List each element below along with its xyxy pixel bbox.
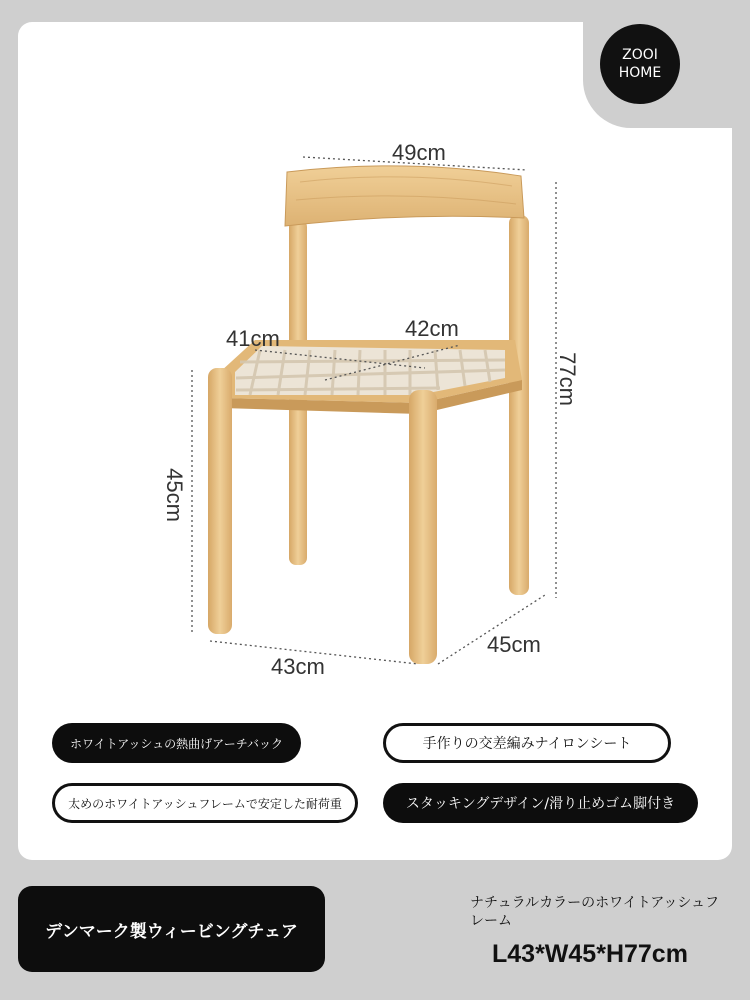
rear-right-leg: [509, 215, 529, 595]
product-title-box: [18, 886, 325, 972]
dimension-base-width: 43cm: [271, 654, 325, 679]
front-right-leg: [409, 390, 437, 664]
dimension-top-width: 49cm: [392, 140, 446, 165]
feature-label: 太めのホワイトアッシュフレームで安定した耐荷重: [68, 796, 342, 811]
brand-line1: ZOOI: [622, 47, 658, 63]
product-title: デンマーク製ウィービングチェア: [45, 921, 298, 942]
dimension-seat-width: 42cm: [405, 316, 459, 341]
dimension-seat-depth: 41cm: [226, 326, 280, 351]
feature-pill-woven-seat: [383, 723, 671, 763]
product-description: ナチュラルカラーのホワイトアッシュフレーム: [470, 895, 720, 929]
product-size: L43*W45*H77cm: [492, 940, 688, 968]
feature-pill-arch-back: [52, 723, 301, 763]
feature-pill-stacking: [383, 783, 698, 823]
dimension-total-height: 77cm: [554, 352, 580, 406]
dimension-seat-height: 45cm: [161, 468, 187, 522]
feature-pill-frame: [52, 783, 358, 823]
dimension-base-depth: 45cm: [487, 632, 541, 657]
feature-label: 手作りの交差編みナイロンシート: [422, 736, 632, 752]
feature-label: ホワイトアッシュの熱曲げアーチバック: [69, 736, 284, 751]
brand-line2: HOME: [618, 65, 662, 81]
front-left-leg: [208, 368, 232, 634]
feature-label: スタッキングデザイン/滑り止めゴム脚付き: [405, 796, 676, 812]
